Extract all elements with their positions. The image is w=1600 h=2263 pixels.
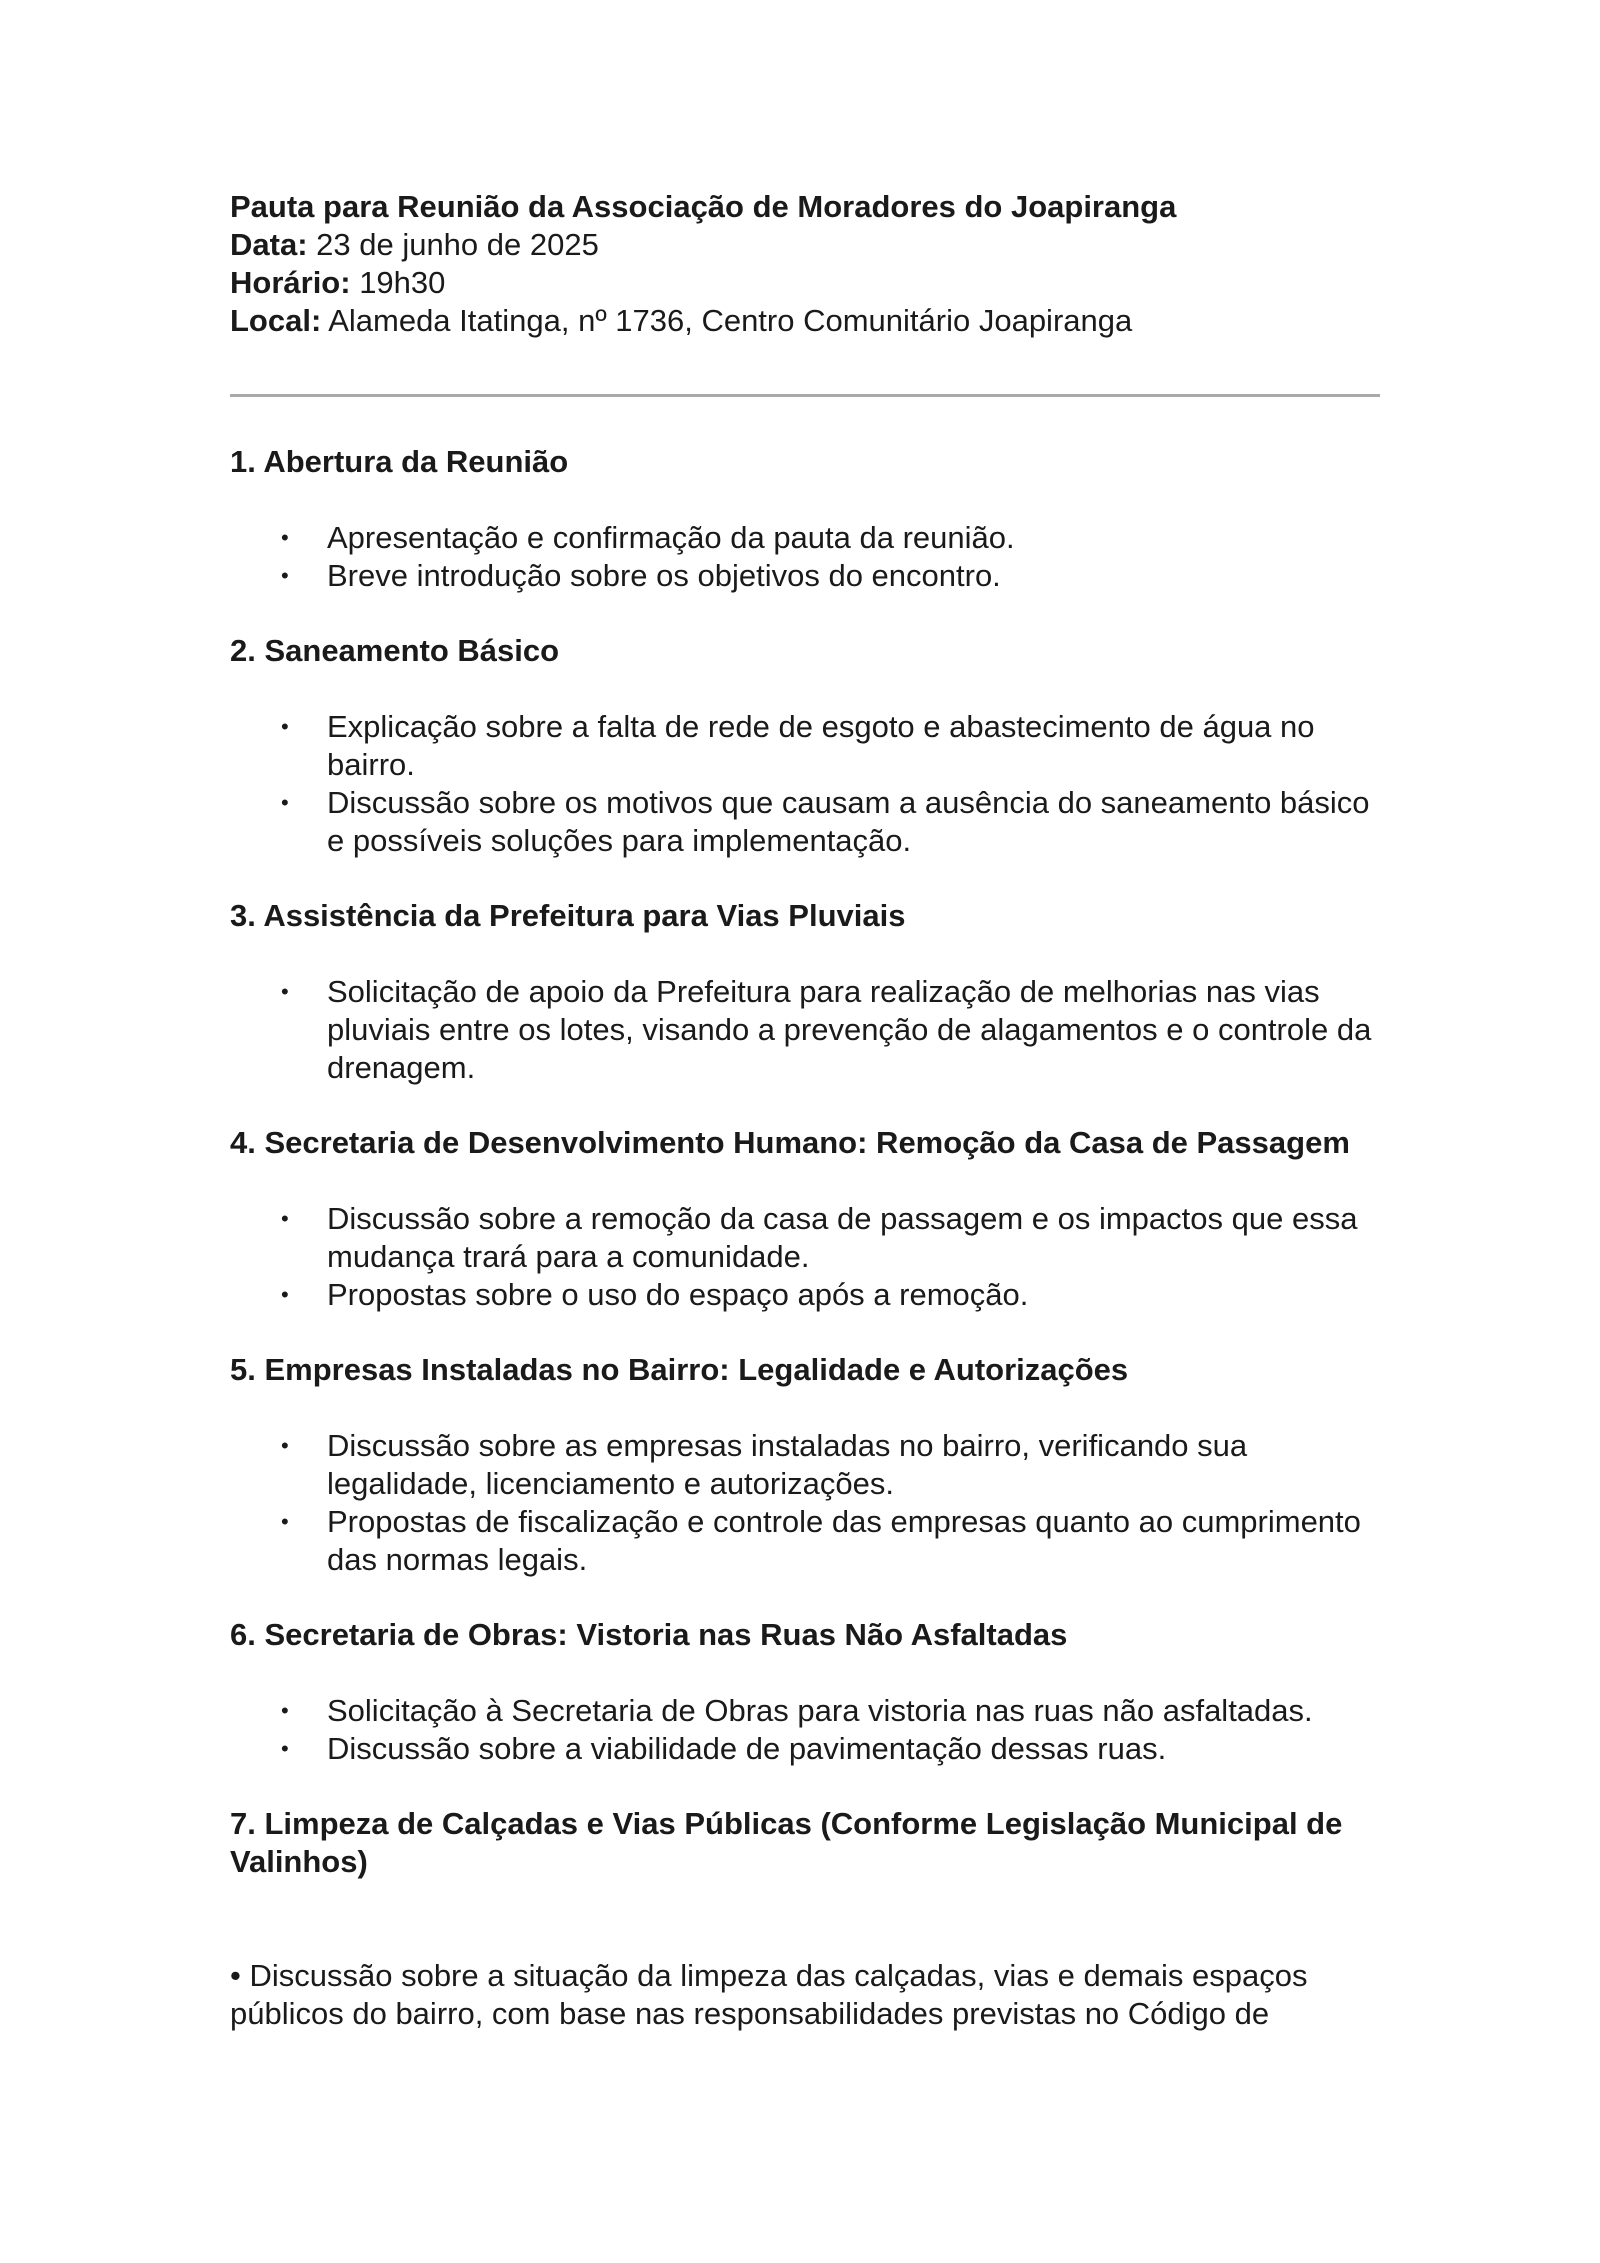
section-list	[230, 973, 1380, 1087]
section-list	[230, 519, 1380, 595]
agenda-section-2	[230, 632, 1380, 860]
list-item-text: Explicação sobre a falta de rede de esgoto e abastecimento de água no bairro.	[327, 709, 1315, 782]
list-item	[230, 1692, 1380, 1730]
agenda-section-7	[230, 1805, 1380, 1881]
list-item-text: Apresentação e confirmação da pauta da reunião.	[327, 520, 1015, 555]
list-item	[230, 708, 1380, 784]
list-item-text: Propostas sobre o uso do espaço após a remoção.	[327, 1277, 1029, 1312]
meeting-header	[230, 188, 1380, 340]
list-item	[230, 1503, 1380, 1579]
section-list	[230, 1427, 1380, 1579]
list-item-text: Solicitação de apoio da Prefeitura para realização de melhorias nas vias pluviais entre os lotes, visando a prevenção de alagamentos e o controle da drenagem.	[327, 974, 1372, 1085]
date-label: Data:	[230, 227, 308, 262]
time-label: Horário:	[230, 265, 351, 300]
section-heading: 3. Assistência da Prefeitura para Vias Pluviais	[230, 898, 906, 933]
list-item	[230, 1276, 1380, 1314]
section-heading: 4. Secretaria de Desenvolvimento Humano: Remoção da Casa de Passagem	[230, 1125, 1350, 1160]
agenda-section-1	[230, 443, 1380, 595]
agenda-section-5	[230, 1351, 1380, 1579]
list-item	[230, 557, 1380, 595]
section-heading: 6. Secretaria de Obras: Vistoria nas Ruas Não Asfaltadas	[230, 1617, 1068, 1652]
section-list	[230, 1200, 1380, 1314]
bullet-icon: •	[281, 1736, 289, 1761]
list-item-text: Discussão sobre as empresas instaladas no bairro, verificando sua legalidade, licenciamento e autorizações.	[327, 1428, 1248, 1501]
section-heading: 2. Saneamento Básico	[230, 633, 560, 668]
location-value: Alameda Itatinga, nº 1736, Centro Comunitário Joapiranga	[321, 303, 1133, 338]
bullet-icon: •	[281, 979, 289, 1004]
meeting-title: Pauta para Reunião da Associação de Moradores do Joapiranga	[230, 189, 1177, 224]
bullet-icon: •	[281, 790, 289, 815]
section-heading: 7. Limpeza de Calçadas e Vias Públicas (Conforme Legislação Municipal de Valinhos)	[230, 1806, 1343, 1879]
list-item-text: Breve introdução sobre os objetivos do encontro.	[327, 558, 1001, 593]
bullet-icon: •	[281, 1509, 289, 1534]
bullet-icon: •	[281, 525, 289, 550]
closing-paragraph: • Discussão sobre a situação da limpeza das calçadas, vias e demais espaços públicos do bairro, com base nas responsabilidades previstas no Código de	[230, 1958, 1308, 2031]
location-label: Local:	[230, 303, 322, 338]
list-item	[230, 519, 1380, 557]
bullet-icon: •	[281, 1433, 289, 1458]
agenda-section-6	[230, 1616, 1380, 1768]
meeting-location	[230, 302, 1380, 340]
list-item	[230, 973, 1380, 1087]
agenda-section-4	[230, 1124, 1380, 1314]
bullet-icon: •	[281, 714, 289, 739]
list-item-text: Discussão sobre a remoção da casa de passagem e os impactos que essa mudança trará para a comunidade.	[327, 1201, 1358, 1274]
list-item	[230, 1730, 1380, 1768]
bullet-icon: •	[281, 563, 289, 588]
time-value: 19h30	[350, 265, 446, 300]
date-value: 23 de junho de 2025	[307, 227, 599, 262]
section-list	[230, 1692, 1380, 1768]
bullet-icon: •	[281, 1282, 289, 1307]
section-heading: 5. Empresas Instaladas no Bairro: Legalidade e Autorizações	[230, 1352, 1129, 1387]
bullet-icon: •	[281, 1698, 289, 1723]
list-item	[230, 784, 1380, 860]
bullet-icon: •	[281, 1206, 289, 1231]
agenda-section-3	[230, 897, 1380, 1087]
list-item-text: Solicitação à Secretaria de Obras para vistoria nas ruas não asfaltadas.	[327, 1693, 1313, 1728]
meeting-time	[230, 264, 1380, 302]
horizontal-divider	[230, 394, 1380, 397]
list-item-text: Propostas de fiscalização e controle das empresas quanto ao cumprimento das normas legais.	[327, 1504, 1361, 1577]
document-page	[230, 188, 1380, 2033]
list-item	[230, 1427, 1380, 1503]
section-heading: 1. Abertura da Reunião	[230, 444, 569, 479]
list-item-text: Discussão sobre a viabilidade de pavimentação dessas ruas.	[327, 1731, 1167, 1766]
section-list	[230, 708, 1380, 860]
meeting-date	[230, 226, 1380, 264]
list-item-text: Discussão sobre os motivos que causam a ausência do saneamento básico e possíveis soluções para implementação.	[327, 785, 1370, 858]
list-item	[230, 1200, 1380, 1276]
